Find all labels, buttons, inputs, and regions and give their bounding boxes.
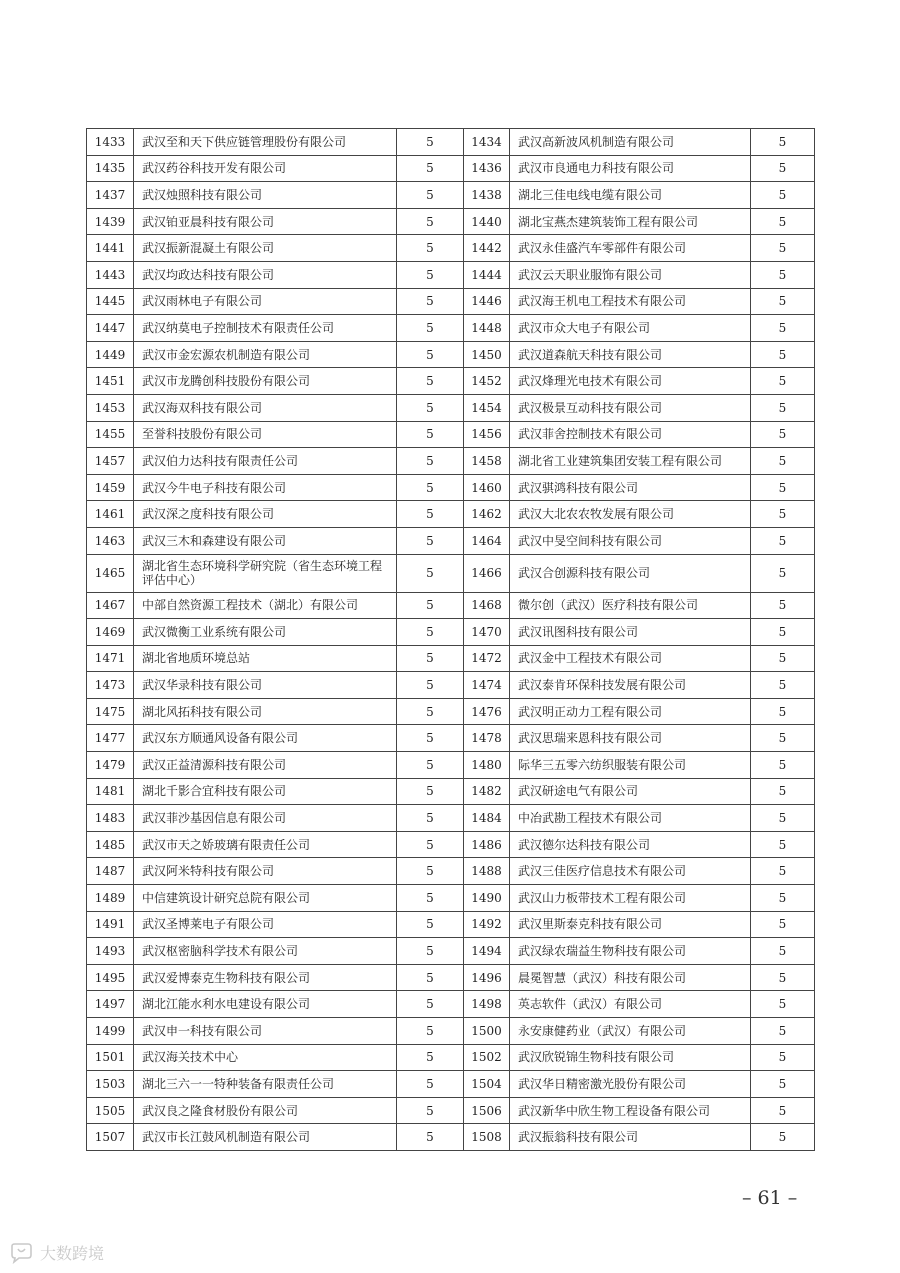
score-right: 5 <box>751 619 815 646</box>
row-number-left: 1475 <box>87 698 134 725</box>
table-row <box>87 341 815 368</box>
score-right: 5 <box>751 501 815 528</box>
company-name-left: 武汉市龙腾创科技股份有限公司 <box>134 368 397 395</box>
score-right: 5 <box>751 448 815 475</box>
company-name-left: 武汉三木和森建设有限公司 <box>134 527 397 554</box>
table-row <box>87 288 815 315</box>
company-name-right: 微尔创（武汉）医疗科技有限公司 <box>510 592 751 619</box>
company-name-right: 武汉菲舍控制技术有限公司 <box>510 421 751 448</box>
table-row <box>87 501 815 528</box>
score-left: 5 <box>397 778 464 805</box>
row-number-right: 1460 <box>464 474 510 501</box>
row-number-left: 1507 <box>87 1124 134 1151</box>
score-right: 5 <box>751 527 815 554</box>
company-name-left: 武汉海关技术中心 <box>134 1044 397 1071</box>
table-row <box>87 261 815 288</box>
table-row <box>87 235 815 262</box>
score-right: 5 <box>751 911 815 938</box>
row-number-left: 1453 <box>87 394 134 421</box>
company-name-left: 武汉爱博泰克生物科技有限公司 <box>134 964 397 991</box>
score-left: 5 <box>397 672 464 699</box>
row-number-right: 1474 <box>464 672 510 699</box>
score-left: 5 <box>397 421 464 448</box>
row-number-right: 1434 <box>464 129 510 156</box>
company-name-left: 武汉雨林电子有限公司 <box>134 288 397 315</box>
company-name-right: 湖北省工业建筑集团安装工程有限公司 <box>510 448 751 475</box>
company-name-left: 武汉至和天下供应链管理股份有限公司 <box>134 129 397 156</box>
table-row <box>87 698 815 725</box>
row-number-left: 1471 <box>87 645 134 672</box>
row-number-left: 1435 <box>87 155 134 182</box>
table-row <box>87 938 815 965</box>
table-row <box>87 725 815 752</box>
score-left: 5 <box>397 592 464 619</box>
row-number-left: 1479 <box>87 752 134 779</box>
company-name-left: 武汉铂亚晨科技有限公司 <box>134 208 397 235</box>
score-left: 5 <box>397 474 464 501</box>
company-name-right: 武汉思瑞来恩科技有限公司 <box>510 725 751 752</box>
company-name-left: 中部自然资源工程技术（湖北）有限公司 <box>134 592 397 619</box>
row-number-right: 1480 <box>464 752 510 779</box>
company-name-left: 武汉纳莫电子控制技术有限责任公司 <box>134 315 397 342</box>
score-left: 5 <box>397 394 464 421</box>
score-left: 5 <box>397 315 464 342</box>
score-right: 5 <box>751 831 815 858</box>
table-row <box>87 474 815 501</box>
row-number-right: 1464 <box>464 527 510 554</box>
company-name-right: 武汉大北农农牧发展有限公司 <box>510 501 751 528</box>
table-row <box>87 368 815 395</box>
table-row <box>87 592 815 619</box>
company-name-right: 武汉永佳盛汽车零部件有限公司 <box>510 235 751 262</box>
company-name-right: 武汉高新波风机制造有限公司 <box>510 129 751 156</box>
table-row <box>87 1018 815 1045</box>
table-row <box>87 129 815 156</box>
score-left: 5 <box>397 831 464 858</box>
row-number-left: 1497 <box>87 991 134 1018</box>
score-left: 5 <box>397 1018 464 1045</box>
row-number-left: 1487 <box>87 858 134 885</box>
table-row <box>87 885 815 912</box>
row-number-right: 1470 <box>464 619 510 646</box>
score-right: 5 <box>751 991 815 1018</box>
row-number-right: 1462 <box>464 501 510 528</box>
table-row <box>87 394 815 421</box>
company-name-left: 武汉烛照科技有限公司 <box>134 182 397 209</box>
company-name-right: 武汉华日精密激光股份有限公司 <box>510 1071 751 1098</box>
row-number-right: 1494 <box>464 938 510 965</box>
company-name-right: 武汉金中工程技术有限公司 <box>510 645 751 672</box>
company-name-right: 武汉明正动力工程有限公司 <box>510 698 751 725</box>
score-right: 5 <box>751 592 815 619</box>
table-row <box>87 421 815 448</box>
company-name-left: 湖北风拓科技有限公司 <box>134 698 397 725</box>
score-right: 5 <box>751 698 815 725</box>
score-left: 5 <box>397 1044 464 1071</box>
score-right: 5 <box>751 778 815 805</box>
score-left: 5 <box>397 182 464 209</box>
row-number-left: 1451 <box>87 368 134 395</box>
table-row <box>87 155 815 182</box>
company-name-left: 至誉科技股份有限公司 <box>134 421 397 448</box>
row-number-right: 1456 <box>464 421 510 448</box>
score-right: 5 <box>751 672 815 699</box>
company-name-right: 武汉德尔达科技有限公司 <box>510 831 751 858</box>
row-number-right: 1476 <box>464 698 510 725</box>
score-right: 5 <box>751 208 815 235</box>
table-row <box>87 645 815 672</box>
score-left: 5 <box>397 991 464 1018</box>
row-number-left: 1483 <box>87 805 134 832</box>
row-number-right: 1438 <box>464 182 510 209</box>
row-number-left: 1505 <box>87 1097 134 1124</box>
score-right: 5 <box>751 421 815 448</box>
score-right: 5 <box>751 235 815 262</box>
score-left: 5 <box>397 554 464 592</box>
row-number-left: 1443 <box>87 261 134 288</box>
score-right: 5 <box>751 129 815 156</box>
score-left: 5 <box>397 752 464 779</box>
row-number-right: 1468 <box>464 592 510 619</box>
score-left: 5 <box>397 448 464 475</box>
row-number-left: 1461 <box>87 501 134 528</box>
company-name-right: 武汉绿农瑞益生物科技有限公司 <box>510 938 751 965</box>
row-number-left: 1449 <box>87 341 134 368</box>
row-number-right: 1454 <box>464 394 510 421</box>
score-left: 5 <box>397 368 464 395</box>
score-left: 5 <box>397 938 464 965</box>
score-right: 5 <box>751 964 815 991</box>
table-row <box>87 911 815 938</box>
table-row <box>87 527 815 554</box>
company-name-left: 湖北江能水利水电建设有限公司 <box>134 991 397 1018</box>
company-name-right: 武汉欣锐锦生物科技有限公司 <box>510 1044 751 1071</box>
score-left: 5 <box>397 341 464 368</box>
row-number-left: 1493 <box>87 938 134 965</box>
company-name-left: 武汉东方顺通风设备有限公司 <box>134 725 397 752</box>
row-number-right: 1452 <box>464 368 510 395</box>
score-left: 5 <box>397 261 464 288</box>
table-row <box>87 315 815 342</box>
company-name-right: 永安康健药业（武汉）有限公司 <box>510 1018 751 1045</box>
row-number-left: 1463 <box>87 527 134 554</box>
row-number-right: 1466 <box>464 554 510 592</box>
row-number-left: 1457 <box>87 448 134 475</box>
score-right: 5 <box>751 155 815 182</box>
company-name-right: 晨冕智慧（武汉）科技有限公司 <box>510 964 751 991</box>
company-name-right: 武汉新华中欣生物工程设备有限公司 <box>510 1097 751 1124</box>
company-name-right: 际华三五零六纺织服装有限公司 <box>510 752 751 779</box>
score-right: 5 <box>751 885 815 912</box>
score-right: 5 <box>751 1124 815 1151</box>
company-name-left: 武汉今牛电子科技有限公司 <box>134 474 397 501</box>
page-number: – 61 – <box>742 1187 798 1209</box>
table-row <box>87 182 815 209</box>
company-name-right: 武汉骐鸿科技有限公司 <box>510 474 751 501</box>
company-list-table <box>86 128 815 1151</box>
company-name-left: 武汉市天之娇玻璃有限责任公司 <box>134 831 397 858</box>
row-number-right: 1484 <box>464 805 510 832</box>
company-name-left: 武汉均政达科技有限公司 <box>134 261 397 288</box>
company-name-left: 武汉深之度科技有限公司 <box>134 501 397 528</box>
row-number-left: 1499 <box>87 1018 134 1045</box>
score-left: 5 <box>397 805 464 832</box>
company-name-right: 武汉云天职业服饰有限公司 <box>510 261 751 288</box>
table-row <box>87 991 815 1018</box>
row-number-left: 1459 <box>87 474 134 501</box>
company-name-right: 武汉中旻空间科技有限公司 <box>510 527 751 554</box>
company-name-left: 武汉海双科技有限公司 <box>134 394 397 421</box>
score-right: 5 <box>751 1071 815 1098</box>
table-row <box>87 1097 815 1124</box>
row-number-right: 1488 <box>464 858 510 885</box>
row-number-left: 1445 <box>87 288 134 315</box>
row-number-right: 1450 <box>464 341 510 368</box>
score-left: 5 <box>397 1097 464 1124</box>
score-right: 5 <box>751 645 815 672</box>
score-right: 5 <box>751 394 815 421</box>
company-name-left: 武汉市金宏源农机制造有限公司 <box>134 341 397 368</box>
score-left: 5 <box>397 698 464 725</box>
row-number-left: 1491 <box>87 911 134 938</box>
company-name-left: 武汉菲沙基因信息有限公司 <box>134 805 397 832</box>
table-row <box>87 208 815 235</box>
score-right: 5 <box>751 261 815 288</box>
score-right: 5 <box>751 1097 815 1124</box>
company-name-left: 武汉枢密脑科学技术有限公司 <box>134 938 397 965</box>
score-left: 5 <box>397 645 464 672</box>
company-name-left: 湖北三六一一特种装备有限责任公司 <box>134 1071 397 1098</box>
company-name-right: 武汉研途电气有限公司 <box>510 778 751 805</box>
row-number-left: 1465 <box>87 554 134 592</box>
score-left: 5 <box>397 964 464 991</box>
company-name-left: 武汉市长江鼓风机制造有限公司 <box>134 1124 397 1151</box>
table-row <box>87 805 815 832</box>
table-row <box>87 1071 815 1098</box>
company-name-right: 武汉里斯泰克科技有限公司 <box>510 911 751 938</box>
row-number-right: 1506 <box>464 1097 510 1124</box>
company-name-left: 武汉阿米特科技有限公司 <box>134 858 397 885</box>
score-right: 5 <box>751 182 815 209</box>
row-number-left: 1495 <box>87 964 134 991</box>
company-name-left: 武汉圣博莱电子有限公司 <box>134 911 397 938</box>
company-name-right: 武汉市众大电子有限公司 <box>510 315 751 342</box>
company-name-right: 武汉山力板带技术工程有限公司 <box>510 885 751 912</box>
score-right: 5 <box>751 752 815 779</box>
company-name-left: 武汉良之隆食材股份有限公司 <box>134 1097 397 1124</box>
score-left: 5 <box>397 1071 464 1098</box>
row-number-left: 1439 <box>87 208 134 235</box>
score-left: 5 <box>397 619 464 646</box>
row-number-left: 1437 <box>87 182 134 209</box>
watermark <box>8 1241 104 1264</box>
company-name-right: 英志软件（武汉）有限公司 <box>510 991 751 1018</box>
company-name-left: 中信建筑设计研究总院有限公司 <box>134 885 397 912</box>
row-number-left: 1489 <box>87 885 134 912</box>
table-row <box>87 672 815 699</box>
score-right: 5 <box>751 474 815 501</box>
row-number-left: 1485 <box>87 831 134 858</box>
company-name-left: 湖北省地质环境总站 <box>134 645 397 672</box>
score-right: 5 <box>751 938 815 965</box>
score-right: 5 <box>751 315 815 342</box>
score-left: 5 <box>397 235 464 262</box>
row-number-left: 1433 <box>87 129 134 156</box>
company-name-right: 武汉极景互动科技有限公司 <box>510 394 751 421</box>
company-name-left: 湖北省生态环境科学研究院（省生态环境工程评估中心） <box>134 554 397 592</box>
score-left: 5 <box>397 208 464 235</box>
row-number-left: 1469 <box>87 619 134 646</box>
row-number-left: 1501 <box>87 1044 134 1071</box>
score-left: 5 <box>397 155 464 182</box>
row-number-right: 1502 <box>464 1044 510 1071</box>
company-name-left: 武汉华录科技有限公司 <box>134 672 397 699</box>
row-number-right: 1436 <box>464 155 510 182</box>
score-right: 5 <box>751 725 815 752</box>
row-number-left: 1455 <box>87 421 134 448</box>
company-name-left: 武汉微衡工业系统有限公司 <box>134 619 397 646</box>
row-number-right: 1458 <box>464 448 510 475</box>
row-number-left: 1467 <box>87 592 134 619</box>
score-left: 5 <box>397 885 464 912</box>
company-name-left: 武汉正益清源科技有限公司 <box>134 752 397 779</box>
score-left: 5 <box>397 1124 464 1151</box>
score-left: 5 <box>397 725 464 752</box>
table-row <box>87 448 815 475</box>
table-row <box>87 831 815 858</box>
company-name-right: 武汉海王机电工程技术有限公司 <box>510 288 751 315</box>
company-name-left: 武汉伯力达科技有限责任公司 <box>134 448 397 475</box>
score-right: 5 <box>751 805 815 832</box>
row-number-right: 1478 <box>464 725 510 752</box>
row-number-right: 1504 <box>464 1071 510 1098</box>
row-number-left: 1477 <box>87 725 134 752</box>
score-left: 5 <box>397 288 464 315</box>
table-row <box>87 1124 815 1151</box>
row-number-right: 1440 <box>464 208 510 235</box>
company-name-right: 武汉讯图科技有限公司 <box>510 619 751 646</box>
row-number-left: 1441 <box>87 235 134 262</box>
row-number-right: 1486 <box>464 831 510 858</box>
row-number-right: 1444 <box>464 261 510 288</box>
table-row <box>87 619 815 646</box>
company-name-right: 武汉泰肯环保科技发展有限公司 <box>510 672 751 699</box>
row-number-left: 1473 <box>87 672 134 699</box>
score-left: 5 <box>397 129 464 156</box>
row-number-left: 1447 <box>87 315 134 342</box>
row-number-right: 1498 <box>464 991 510 1018</box>
company-name-left: 武汉药谷科技开发有限公司 <box>134 155 397 182</box>
score-left: 5 <box>397 858 464 885</box>
table-row <box>87 778 815 805</box>
row-number-right: 1508 <box>464 1124 510 1151</box>
row-number-right: 1482 <box>464 778 510 805</box>
company-name-right: 武汉三佳医疗信息技术有限公司 <box>510 858 751 885</box>
score-left: 5 <box>397 527 464 554</box>
company-name-left: 湖北千影合宜科技有限公司 <box>134 778 397 805</box>
score-right: 5 <box>751 288 815 315</box>
company-name-right: 中冶武勘工程技术有限公司 <box>510 805 751 832</box>
table-row <box>87 964 815 991</box>
score-right: 5 <box>751 341 815 368</box>
company-name-right: 武汉烽理光电技术有限公司 <box>510 368 751 395</box>
company-name-right: 湖北三佳电线电缆有限公司 <box>510 182 751 209</box>
company-name-left: 武汉振新混凝土有限公司 <box>134 235 397 262</box>
row-number-right: 1496 <box>464 964 510 991</box>
speech-bubble-logo-icon <box>8 1242 36 1264</box>
company-name-right: 武汉市良通电力科技有限公司 <box>510 155 751 182</box>
score-right: 5 <box>751 368 815 395</box>
score-right: 5 <box>751 858 815 885</box>
company-name-left: 武汉申一科技有限公司 <box>134 1018 397 1045</box>
table-row <box>87 1044 815 1071</box>
row-number-right: 1442 <box>464 235 510 262</box>
table-row <box>87 554 815 592</box>
table-body <box>87 129 815 1151</box>
row-number-left: 1503 <box>87 1071 134 1098</box>
row-number-right: 1472 <box>464 645 510 672</box>
company-name-right: 武汉合创源科技有限公司 <box>510 554 751 592</box>
score-right: 5 <box>751 1044 815 1071</box>
company-name-right: 湖北宝燕杰建筑装饰工程有限公司 <box>510 208 751 235</box>
company-name-right: 武汉道森航天科技有限公司 <box>510 341 751 368</box>
table-row <box>87 752 815 779</box>
company-name-right: 武汉振翁科技有限公司 <box>510 1124 751 1151</box>
score-right: 5 <box>751 1018 815 1045</box>
table-row <box>87 858 815 885</box>
row-number-right: 1448 <box>464 315 510 342</box>
watermark-text: 大数跨境 <box>40 1244 105 1263</box>
row-number-left: 1481 <box>87 778 134 805</box>
score-left: 5 <box>397 501 464 528</box>
row-number-right: 1492 <box>464 911 510 938</box>
row-number-right: 1446 <box>464 288 510 315</box>
score-right: 5 <box>751 554 815 592</box>
row-number-right: 1490 <box>464 885 510 912</box>
score-left: 5 <box>397 911 464 938</box>
row-number-right: 1500 <box>464 1018 510 1045</box>
